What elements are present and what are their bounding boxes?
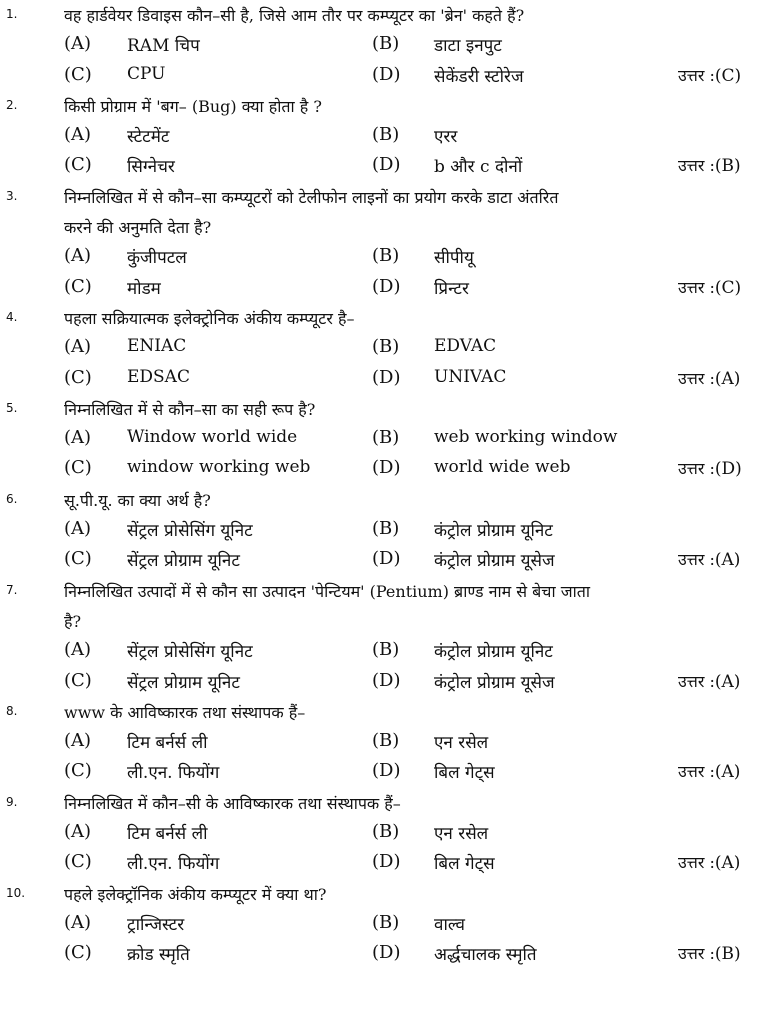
option-letter: (D) (372, 942, 401, 964)
question-text: निम्नलिखित उत्पादों में से कौन सा उत्पादन 'पेन्टियम' (Pentium) ब्राण्ड नाम से बेचा जाता (64, 581, 590, 601)
option-letter: (D) (372, 669, 401, 691)
option-text: सेंट्रल प्रोग्राम यूनिट (127, 551, 240, 572)
option-text: world wide web (434, 457, 571, 478)
question-text: www के आविष्कारक तथा संस्थापक हैं– (64, 702, 306, 722)
question-block (0, 576, 768, 697)
answer-label: उत्तर : (678, 853, 715, 873)
option-letter: (D) (372, 851, 401, 873)
option-letter: (B) (372, 33, 400, 55)
question-block (0, 394, 768, 485)
option-letter: (C) (64, 457, 92, 479)
answer (678, 154, 741, 176)
options-row (0, 636, 768, 666)
answer (678, 367, 740, 389)
option-letter: (A) (64, 518, 92, 540)
option-letter: (B) (372, 518, 400, 540)
option-text: एन रसेल (434, 733, 489, 754)
question-line (0, 697, 768, 727)
question-text: है? (64, 611, 82, 631)
option-text: ली.एन. फियोंग (127, 763, 220, 784)
options-row (0, 454, 768, 484)
options-row (0, 151, 768, 181)
option-letter: (B) (372, 245, 400, 267)
option-text: ENIAC (127, 336, 187, 357)
option-text: कंट्रोल प्रोग्राम यूनिट (434, 521, 553, 542)
answer-label: उत्तर : (678, 277, 715, 297)
question-text: पहले इलेक्ट्रॉनिक अंकीय कम्प्यूटर में क्या था? (64, 884, 327, 904)
answer-label: उत्तर : (678, 944, 715, 964)
answer-value: (B) (714, 944, 741, 965)
answer (678, 457, 742, 479)
answer (678, 760, 740, 782)
question-block (0, 182, 768, 303)
question-line (0, 576, 768, 606)
answer-value: (A) (714, 671, 741, 692)
option-letter: (A) (64, 33, 92, 55)
option-text: ट्रान्जिस्टर (127, 914, 185, 935)
question-line (0, 485, 768, 515)
options-row (0, 273, 768, 303)
question-number: 10. (6, 885, 26, 900)
answer-label: उत्तर : (678, 156, 715, 176)
option-text: web working window (434, 427, 618, 448)
answer-value: (D) (714, 459, 742, 480)
option-text: अर्द्धचालक स्मृति (434, 945, 537, 966)
question-number: 8. (6, 703, 18, 718)
options-row (0, 818, 768, 848)
option-letter: (D) (372, 275, 401, 297)
options-row (0, 121, 768, 151)
question-line (0, 788, 768, 818)
options-row (0, 939, 768, 969)
question-text: करने की अनुमति देता है? (64, 218, 212, 238)
option-letter: (C) (64, 548, 92, 570)
question-block (0, 879, 768, 970)
option-text: सिग्नेचर (127, 157, 175, 178)
option-letter: (C) (64, 760, 92, 782)
question-number: 3. (6, 188, 18, 203)
answer-label: उत्तर : (678, 368, 715, 388)
option-text: ली.एन. फियोंग (127, 854, 220, 875)
answer-value: (A) (714, 762, 741, 783)
option-text: सेंट्रल प्रोग्राम यूनिट (127, 672, 240, 693)
option-letter: (C) (64, 669, 92, 691)
question-line (0, 212, 768, 242)
question-block (0, 91, 768, 182)
answer-label: उत्तर : (678, 459, 715, 479)
option-text: window working web (127, 457, 311, 478)
answer-value: (C) (714, 277, 742, 298)
option-letter: (D) (372, 63, 401, 85)
options-row (0, 545, 768, 575)
option-text: सेकेंडरी स्टोरेज (434, 66, 524, 87)
answer (678, 851, 740, 873)
option-text: EDSAC (127, 366, 190, 387)
question-line (0, 606, 768, 636)
option-letter: (B) (372, 124, 400, 146)
question-text: सू.पी.यू. का क्या अर्थ है? (64, 490, 211, 510)
option-letter: (B) (372, 911, 400, 933)
option-letter: (C) (64, 63, 92, 85)
question-line (0, 394, 768, 424)
question-line (0, 91, 768, 121)
question-text: किसी प्रोग्राम में 'बग– (Bug) क्या होता है ? (64, 96, 322, 116)
question-number: 1. (6, 7, 18, 21)
answer (678, 670, 740, 692)
question-block (0, 788, 768, 879)
question-text: पहला सक्रियात्मक इलेक्ट्रोनिक अंकीय कम्प्यूटर है– (64, 308, 355, 328)
options-row (0, 909, 768, 939)
option-text: सेंट्रल प्रोसेसिंग यूनिट (127, 521, 253, 542)
options-row (0, 515, 768, 545)
question-text: वह हार्डवेयर डिवाइस कौन–सी है, जिसे आम तौर पर कम्प्यूटर का 'ब्रेन' कहते हैं? (64, 6, 525, 25)
answer-label: उत्तर : (678, 671, 715, 691)
answer-value: (C) (714, 65, 742, 86)
options-row (0, 757, 768, 787)
option-text: कंट्रोल प्रोग्राम यूनिट (434, 642, 553, 663)
option-text: b और c दोनों (434, 157, 523, 178)
question-line (0, 182, 768, 212)
answer-label: उत्तर : (678, 762, 715, 782)
question-block (0, 0, 768, 91)
question-block (0, 485, 768, 576)
answer (678, 276, 741, 298)
option-letter: (C) (64, 275, 92, 297)
option-letter: (A) (64, 245, 92, 267)
option-text: UNIVAC (434, 366, 507, 387)
options-row (0, 30, 768, 60)
question-line (0, 0, 768, 30)
option-text: Window world wide (127, 427, 298, 448)
option-text: सेंट्रल प्रोसेसिंग यूनिट (127, 642, 253, 663)
option-text: कंट्रोल प्रोग्राम यूसेज (434, 551, 555, 572)
question-line (0, 303, 768, 333)
option-letter: (D) (372, 760, 401, 782)
option-text: CPU (127, 63, 166, 84)
question-number: 2. (6, 97, 18, 112)
option-text: EDVAC (434, 336, 497, 357)
option-text: मोडम (127, 278, 161, 299)
answer (678, 64, 741, 86)
option-letter: (B) (372, 821, 400, 843)
option-letter: (D) (372, 548, 401, 570)
answer-value: (B) (714, 156, 741, 177)
option-letter: (C) (64, 366, 92, 388)
option-text: RAM चिप (127, 36, 200, 57)
options-row (0, 61, 768, 91)
option-text: कुंजीपटल (127, 248, 187, 269)
question-number: 5. (6, 400, 18, 415)
question-text: निम्नलिखित में से कौन–सा का सही रूप है? (64, 399, 316, 419)
option-letter: (B) (372, 639, 400, 661)
option-text: वाल्व (434, 914, 465, 935)
option-text: बिल गेट्स (434, 763, 495, 784)
option-text: कंट्रोल प्रोग्राम यूसेज (434, 672, 555, 693)
option-letter: (A) (64, 730, 92, 752)
option-letter: (C) (64, 851, 92, 873)
option-letter: (A) (64, 821, 92, 843)
option-text: बिल गेट्स (434, 854, 495, 875)
options-row (0, 333, 768, 363)
options-row (0, 667, 768, 697)
options-row (0, 727, 768, 757)
answer-value: (A) (714, 853, 741, 874)
option-letter: (D) (372, 366, 401, 388)
answer-label: उत्तर : (678, 65, 715, 85)
question-number: 7. (6, 582, 18, 597)
options-row (0, 848, 768, 878)
option-text: स्टेटमेंट (127, 127, 170, 148)
option-text: एरर (434, 127, 458, 148)
question-number: 6. (6, 491, 18, 506)
option-text: एन रसेल (434, 824, 489, 845)
options-row (0, 424, 768, 454)
option-letter: (A) (64, 336, 92, 358)
option-letter: (D) (372, 457, 401, 479)
option-text: टिम बर्नर्स ली (127, 824, 208, 845)
answer-value: (A) (714, 550, 741, 571)
question-number: 9. (6, 794, 18, 809)
answer-label: उत्तर : (678, 550, 715, 570)
option-letter: (B) (372, 427, 400, 449)
question-number: 4. (6, 309, 18, 324)
option-letter: (C) (64, 154, 92, 176)
option-letter: (C) (64, 942, 92, 964)
option-text: सीपीयू (434, 248, 474, 269)
question-block (0, 697, 768, 788)
options-row (0, 364, 768, 394)
option-text: क्रोड स्मृति (127, 945, 190, 966)
answer (678, 942, 741, 964)
option-text: प्रिन्टर (434, 278, 469, 299)
question-block (0, 303, 768, 394)
option-text: टिम बर्नर्स ली (127, 733, 208, 754)
option-text: डाटा इनपुट (434, 36, 502, 57)
option-letter: (A) (64, 911, 92, 933)
option-letter: (B) (372, 730, 400, 752)
option-letter: (A) (64, 639, 92, 661)
option-letter: (A) (64, 124, 92, 146)
option-letter: (B) (372, 336, 400, 358)
option-letter: (A) (64, 427, 92, 449)
answer-value: (A) (714, 368, 741, 389)
question-text: निम्नलिखित में से कौन–सा कम्प्यूटरों को टेलीफोन लाइनों का प्रयोग करके डाटा अंतरित (64, 187, 559, 207)
answer (678, 548, 740, 570)
options-row (0, 242, 768, 272)
question-text: निम्नलिखित में कौन–सी के आविष्कारक तथा संस्थापक हैं– (64, 793, 401, 813)
option-letter: (D) (372, 154, 401, 176)
question-line (0, 879, 768, 909)
